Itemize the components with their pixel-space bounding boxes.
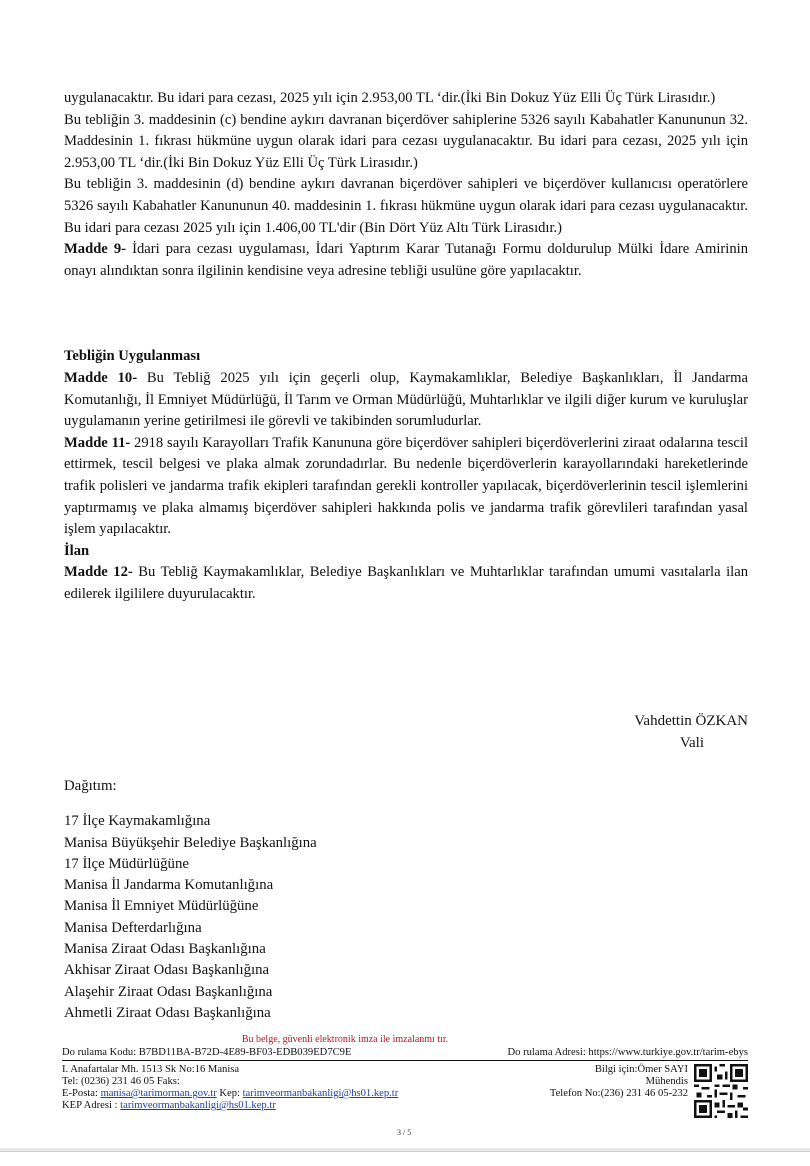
article-12-label: Madde 12- [64,564,133,581]
distribution-title: Dağıtım: [64,778,117,794]
distribution-item: 17 İlçe Müdürlüğüne [64,855,189,872]
qr-code-icon [694,1064,748,1118]
contact-person: Bilgi için:Ömer SAYI [594,1064,688,1075]
verification-row [62,1047,748,1061]
postal-address: I. Anafartalar Mh. 1513 Sk No:16 Manisa [62,1064,240,1075]
article-9-label: Madde 9- [64,241,127,258]
kep-address-link[interactable]: tarimveormanbakanligi@hs01.kep.tr [120,1100,276,1111]
document-footer [62,1034,748,1112]
article-11-label: Madde 11- [64,434,131,451]
email-link[interactable]: manisa@tarimorman.gov.tr [100,1088,217,1099]
paragraph-penalty-d: Bu tebliğin 3. maddesinin (d) bendine aykırı davranan biçerdöver sahipleri ve biçerdöver kullanıcısı operatörlere 5326 sayılı Kabahatler Kanununun 40. maddesinin 1. fıkrası hükmüne uygun olarak idari para cezası uygulanacaktır. Bu idari para cezası 2025 yılı için 1.406,00 TL'dir (Bin Dört Yüz Altı Türk Lirasıdır.) [64,176,748,236]
article-9-text: İdari para cezası uygulaması, İdari Yaptırım Karar Tutanağı Formu doldurulup Mülki İdare Amirinin onayı alındıktan sonra ilgilinin kendisine veya adresine tebliği usulüne göre yapılacaktır. [64,241,748,279]
distribution-item: Ahmetli Ziraat Odası Başkanlığına [64,1004,271,1021]
article-10 [64,368,748,433]
contact-phone: Telefon No:(236) 231 46 05-232 [549,1088,688,1099]
email-line: E-Posta: manisa@tarimorman.gov.tr Kep: tarimveormanbakanligi@hs01.kep.tr [62,1088,399,1099]
signature-block [634,710,748,754]
article-9 [64,239,748,282]
distribution-item: Alaşehir Ziraat Odası Başkanlığına [64,983,273,1000]
signatory-title: Vali [679,735,704,751]
section-heading-application: Tebliğin Uygulanması [64,348,201,365]
distribution-item: Manisa İl Jandarma Komutanlığına [64,877,274,894]
distribution-item: 17 İlçe Kaymakamlığına [64,813,211,830]
article-12-text: Bu Tebliğ Kaymakamlıklar, Belediye Başkanlıkları ve Muhtarlıklar tarafından umumi vasıtalarla ilan edilerek ilgililere duyurulacaktır. [64,564,748,602]
article-11-text: 2918 sayılı Karayolları Trafik Kanununa göre biçerdöver sahipleri biçerdöverlerini ziraat odalarına tescil ettirmek, tescil belgesi ve plaka almak zorundadırlar. Bu nedenle biçerdöverlerin karayollarındaki hareketlerinde trafik polisleri ve jandarma trafik ekipleri tarafından gerekli kontroller yapılacak, biçerdöverlerinin tescil işlemlerini yaptırmamış ve plaka almamış biçerdöver sahipleri hakkında polis ve jandarma trafik görevlileri tarafından yasal işlem yapılacaktır. [64,434,748,538]
paragraph-penalty-continuation: uygulanacaktır. Bu idari para cezası, 2025 yılı için 2.953,00 TL ‘dir.(İki Bin Dokuz Yüz Elli Üç Türk Lirasıdır.) [64,90,716,106]
kep-link[interactable]: tarimveormanbakanligi@hs01.kep.tr [242,1088,399,1099]
verification-code: Do rulama Kodu: B7BD11BA-B72D-4E89-BF03-EDB039ED7C9E [62,1047,352,1058]
next-page-edge [0,1151,810,1166]
page-number: 3 / 5 [397,1128,412,1137]
section-heading-announcement: İlan [64,542,90,559]
kep-address-line: KEP Adresi : tarimveormanbakanligi@hs01.kep.tr [62,1100,276,1111]
esign-notice: Bu belge, güvenli elektronik imza ile imzalanmı tır. [241,1034,449,1045]
paragraph-penalty-c: Bu tebliğin 3. maddesinin (c) bendine aykırı davranan biçerdöver sahiplerine 5326 sayılı Kabahatler Kanununun 32. Maddesinin 1. fıkrası hükmüne uygun olarak idari para cezası uygulanacaktır. Bu idari para cezası, 2025 yılı için 2.953,00 TL ‘dir.(İki Bin Dokuz Yüz Elli Üç Türk Lirasıdır.) [64,111,748,171]
document-body [64,88,748,605]
signatory-name: Vahdettin ÖZKAN [634,713,748,729]
article-10-text: Bu Tebliğ 2025 yılı için geçerli olup, Kaymakamlıklar, Belediye Başkanlıkları, İl Jandarma Komutanlığı, İl Emniyet Müdürlüğü, İl Tarım ve Orman Müdürlüğü, Muhtarlıklar ve ilgili diğer kurum ve kuruluşlar uygulamanın yerine getirilmesi ile görevli ve takibinden sorumludurlar. [64,369,748,430]
article-10-label: Madde 10- [64,369,138,386]
distribution-list [64,776,317,1024]
contact-title: Mühendis [645,1076,688,1087]
contact-block [62,1064,748,1112]
distribution-item: Manisa İl Emniyet Müdürlüğüne [64,898,259,915]
distribution-item: Manisa Defterdarlığına [64,919,202,936]
distribution-item: Manisa Ziraat Odası Başkanlığına [64,941,266,958]
verification-address[interactable]: Do rulama Adresi: https://www.turkiye.gov.tr/tarim-ebys [507,1047,748,1058]
phone-fax: Tel: (0236) 231 46 05 Faks: [62,1076,180,1087]
article-12 [64,562,748,605]
distribution-item: Manisa Büyükşehir Belediye Başkanlığına [64,834,317,851]
article-11 [64,433,748,541]
distribution-item: Akhisar Ziraat Odası Başkanlığına [64,962,270,979]
